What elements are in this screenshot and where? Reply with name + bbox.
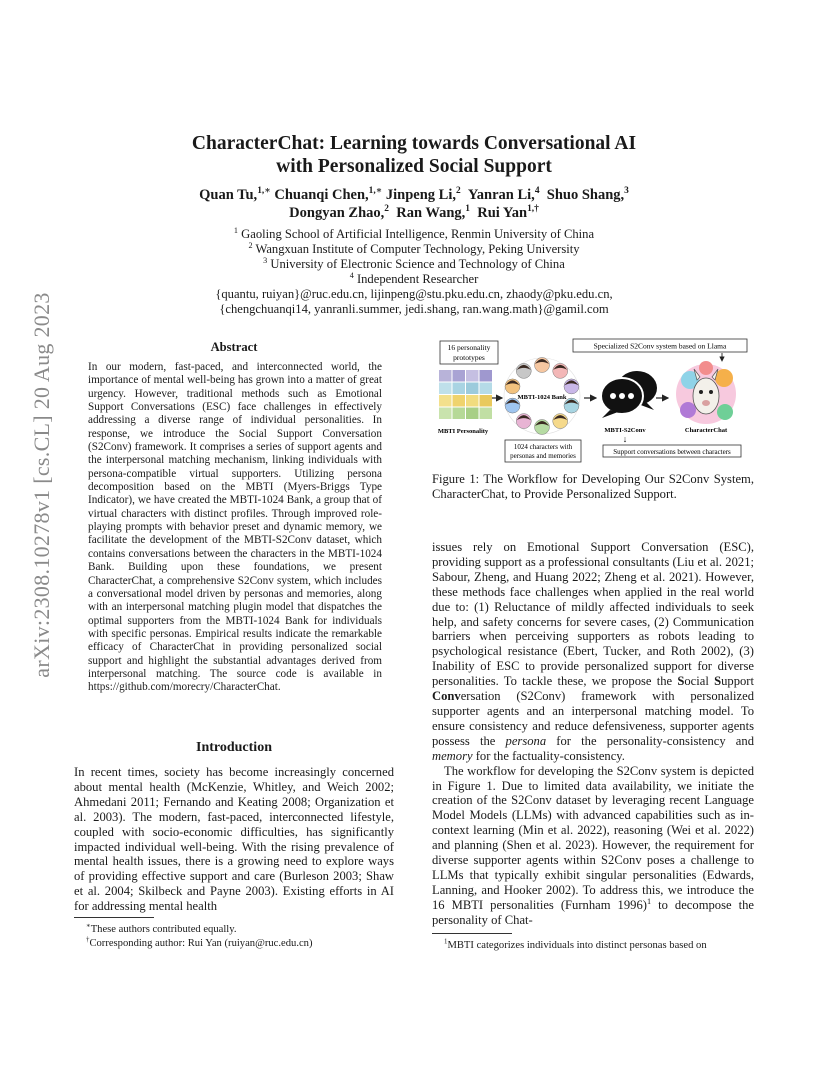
character-avatar <box>564 379 579 394</box>
mbti-grid-cell <box>453 408 466 420</box>
mbti-grid-cell <box>439 370 452 382</box>
footnote-rule-right <box>432 933 512 934</box>
introduction-heading: Introduction <box>196 740 272 755</box>
authors-line-2: Dongyan Zhao,$^2$ Ran Wang,$^1$ Rui Yan$^{1,\dagger}$ <box>289 204 539 221</box>
character-avatar <box>553 363 568 378</box>
footnote-corresponding-author: †Corresponding author: Rui Yan (ruiyan@ruc.edu.cn) <box>86 936 313 949</box>
mbti-grid-cell <box>453 370 466 382</box>
down-arrow-glyph: ↓ <box>622 434 628 444</box>
character-avatar <box>505 379 520 394</box>
mbti-grid-cell <box>439 408 452 420</box>
mbti-bank-ring <box>504 358 580 435</box>
right-paragraph-2: The workflow for developing the S2Conv system is depicted in Figure 1. Due to limited data availability, we initiate the creation of the S2Conv dataset by leveraging recent Language Model Models (LLMs) with advanced capabilities such as in-context learning (Min et al. 2022), reasoning (Wei et al. 2022) and planning (Shen et al. 2023). However, the requirement for diverse supporter agents within S2Conv poses a challenge to LLMs that typically exhibit singular personalities (Edwards, Lanning, and Hooker 2002). To address this, we introduce the 16 MBTI personalities (Furnham 1996)$^1$ to decompose the personality of Chat- <box>432 763 755 927</box>
bank-desc-text-1: 1024 characters with <box>513 443 573 451</box>
mbti-grid-cell <box>466 370 479 382</box>
mbti-grid-cell <box>439 383 452 395</box>
support-label: Support conversations between characters <box>613 448 731 456</box>
arxiv-identifier <box>22 285 62 685</box>
bank-desc-text-2: personas and memories <box>510 452 576 460</box>
author-list <box>100 186 728 222</box>
title-line-2: with Personalized Social Support <box>276 156 552 177</box>
paper-title <box>100 132 728 178</box>
character-avatar <box>535 358 550 373</box>
introduction-paragraph: In recent times, society has become increasingly concerned about mental health (McKenzie, Whitley, and Weich 2002; Ahmedani 2011; Fernando and Keating 2008; Organization et al. 2003). The modern, fast-paced, interconnected lifestyle, coupled with socio-economic difficulties, has significantly impacted individual well-being. With the rising prevalence of mental health issues, there is a growing need to explore ways of providing effective support and care (Burleson 2003; Shaw et al. 2004; Skilbeck and Payne 2003). Existing efforts in AI for addressing mental health <box>74 765 394 914</box>
mbti-grid-cell <box>480 370 493 382</box>
right-column-text <box>432 540 754 928</box>
mbti-grid-cell <box>466 395 479 407</box>
figure-caption: Figure 1: The Workflow for Developing Our S2Conv System, CharacterChat, to Provide Personalized Support. <box>432 472 754 501</box>
mbti-personality-label: MBTI Personality <box>437 428 489 435</box>
authors-line-1: Quan Tu,$^{1,∗}$ Chuanqi Chen,$^{1,∗}$ Jinpeng Li,$^2$ Yanran Li,$^4$ Shuo Shang,$^3$ <box>199 186 629 203</box>
affiliations: $^1$ Gaoling School of Artificial Intelligence, Renmin University of China $^2$ Wangxuan Institute of Computer Technology, Peking University $^3$ University of Electronic Science and Technology of China $^4$ Independent Researcher <box>233 225 595 286</box>
character-avatar <box>553 414 568 429</box>
specialized-label: Specialized S2Conv system based on Llama <box>593 341 727 351</box>
title-line-1: CharacterChat: Learning towards Conversational AI <box>191 133 637 154</box>
character-avatar <box>535 420 550 435</box>
abstract-heading: Abstract <box>210 340 258 354</box>
footnote-rule-left <box>74 917 154 918</box>
mbti-grid-cell <box>480 383 493 395</box>
mbti-grid-cell <box>453 383 466 395</box>
right-paragraph-1: issues rely on Emotional Support Conversation (ESC), providing support as a professional consultants (Liu et al. 2021; Sabour, Zheng, and Huang 2022; Zheng et al. 2021). However, these methods face challenges when applied in the real world due to: (1) Reluctance of mildly affected individuals to seek help, and safety concerns for severe cases, (2) Communication barriers when perceiving supporters as robots leading to psychological resistance (Ebert, Tucker, and Roth 2002), (3) Inability of ESC to provide personalized support for diverse personalities. To tackle these, we propose the Social Support Conversation (S2Conv) framework with personalized supporter agents and an interpersonal matching model. To ensure consistency and reduce defensiveness, supporter agents possess the persona for the personality-consistency and memory for the factuality-consistency. <box>432 540 754 763</box>
mbti-bank-label: MBTI-1024 Bank <box>517 394 567 401</box>
characterchat-llama-icon <box>676 361 736 424</box>
character-avatar <box>516 414 531 429</box>
mbti-s2conv-label: MBTI-S2Conv <box>604 427 646 434</box>
mbti-grid-cell <box>466 408 479 420</box>
footnote-equal-contribution: ∗These authors contributed equally. <box>86 922 237 935</box>
abstract-text: In our modern, fast-paced, and interconnected world, the importance of mental well-being has grown into a matter of great urgency. However, traditional methods such as Emotional Support Conversations (ESC) face challenges in effectively addressing a diverse range of individual personalities. In response, we introduce the Social Support Conversation (S2Conv) framework. It comprises a series of support agents and the interpersonal matching mechanism, linking individuals with persona-compatible virtual supporters. Utilizing persona decomposition based on the MBTI (Myers-Briggs Type Indicator), we have created the MBTI-1024 Bank, a group that of virtual characters with distinct profiles. Through improved role-playing prompts with behavior preset and dynamic memory, we facilitate the development of the MBTI-S2Conv dataset, which contains conversations between the characters in the MBTI-1024 Bank. Building upon these foundations, we present CharacterChat, a comprehensive S2Conv system, which includes a conversational model driven by personas and memories, along with an interpersonal matching plugin model that dispatches the optimal supporters from the MBTI-1024 Bank for individuals with specific personas. Empirical results indicate the remarkable efficacy of CharacterChat in providing personalized social support and highlight the substantial advantages derived from interpersonal matching. The source code is available in https://github.com/morecry/CharacterChat. <box>88 361 382 694</box>
footnote-mbti: $^1$MBTI categorizes individuals into distinct personas based on <box>444 938 707 951</box>
prototypes-label-text-1: 16 personality <box>447 343 491 352</box>
mbti-personality-grid <box>439 370 492 419</box>
arxiv-identifier-text: arXiv:2308.10278v1 [cs.CL] 20 Aug 2023 <box>29 292 54 678</box>
workflow-figure <box>432 336 758 464</box>
mbti-grid-cell <box>466 383 479 395</box>
characterchat-label: CharacterChat <box>684 427 728 434</box>
chat-bubbles-icon <box>601 371 657 418</box>
character-avatar <box>516 363 531 378</box>
mbti-grid-cell <box>453 395 466 407</box>
prototypes-label-text-2: prototypes <box>453 353 485 362</box>
introduction-text <box>74 765 394 914</box>
author-emails: {quantu, ruiyan}@ruc.edu.cn, lijinpeng@stu.pku.edu.cn, zhaody@pku.edu.cn, {chengchuanqi14, yanranli.summer, jedi.shang, ran.wang.math}@gamil.com <box>215 287 613 316</box>
mbti-grid-cell <box>480 395 493 407</box>
mbti-grid-cell <box>439 395 452 407</box>
mbti-grid-cell <box>480 408 493 420</box>
